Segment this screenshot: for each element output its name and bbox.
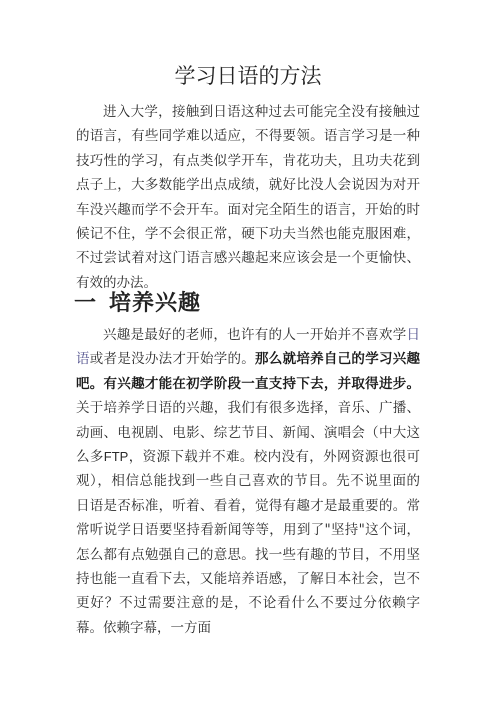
paragraph-text: 兴趣是最好的老师，也许有的人一开始并不喜欢学 <box>103 327 407 343</box>
paragraph-text: 或者是没办法才开始学的。 <box>89 351 256 368</box>
paragraph-text: 关于培养学日语的兴趣，我们有很多选择，音乐、广播、动画、电视剧、电影、综艺节目、新闻、演唱会（中大这么多 <box>76 400 420 466</box>
section-number: 一 <box>74 290 98 316</box>
paragraph-text: ，资源下载并不难。校内没有，外网资源也很可观），相信总能找到一些自己喜欢的节目。先不说里面的日语是否标准，听着、看着，觉得有趣才是最重要的。常常听说学日语要坚持看新闻等等，用到了"坚持"这个词，怎么都有点勉强自己的意思。找一些有趣的节目，不用坚持也能一直看下去，又能培养语感，了解日本社会，岂不更好？不过需要注意的是，不论看什么不要过分依赖字幕。依赖字幕，一方面 <box>76 449 421 636</box>
highlighted-term: 日语 <box>76 327 420 368</box>
ftp-term: FTP <box>103 449 129 465</box>
bold-text: 那么就培养自己的学习兴趣吧。有兴趣才能在初学阶段一直支持下去，并取得进步。 <box>76 351 421 392</box>
intro-paragraph: 进入大学，接触到日语这种过去可能完全没有接触过的语言，有些同学难以适应，不得要领。语言学习是一种技巧性的学习，有点类似学开车，肯花功夫，且功夫花到点子上，大多数能学出点成绩，就好比没人会说因为对开车没兴趣而学不会开车。面对完全陌生的语言，开始的时候记不住，学不会很正常，硬下功夫当然也能克服困难，不过尝试着对这门语言感兴趣起来应该会是一个更愉快、有效的办法。 <box>76 104 420 291</box>
section-paragraph <box>76 323 420 640</box>
section-heading <box>74 289 201 317</box>
section-heading-text: 培养兴趣 <box>109 290 202 316</box>
document-title: 学习日语的方法 <box>174 64 322 88</box>
